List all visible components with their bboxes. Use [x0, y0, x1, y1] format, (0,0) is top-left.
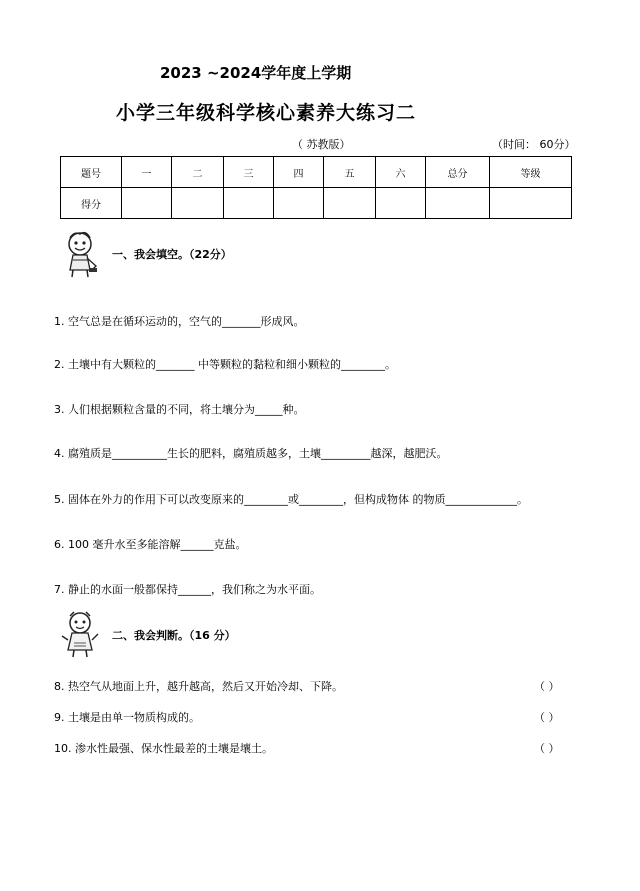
score-entry-cell: [122, 188, 172, 219]
exam-title: 小学三年级科学核心素养大练习二: [116, 102, 417, 124]
score-entry-cell: [426, 188, 490, 219]
edition-label: （ 苏教版）: [292, 138, 351, 151]
table-cell: 得分: [61, 188, 122, 219]
score-entry-cell: [490, 188, 572, 219]
question-1: 1. 空气总是在循环运动的，空气的_______形成风。: [54, 315, 305, 328]
score-entry-cell: [172, 188, 224, 219]
table-cell: 总分: [426, 157, 490, 188]
table-cell: 四: [274, 157, 324, 188]
time-label: （时间： 60分）: [492, 138, 576, 151]
question-9: 9. 土壤是由单一物质构成的。: [54, 711, 200, 724]
question-7: 7. 静止的水面一般都保持______，我们称之为水平面。: [54, 583, 321, 596]
answer-parentheses: （ ）: [534, 742, 560, 755]
table-cell: 二: [172, 157, 224, 188]
table-cell: 一: [122, 157, 172, 188]
section-2-title: 二、我会判断。（16 分）: [112, 629, 236, 642]
table-cell: 五: [324, 157, 376, 188]
question-5: 5. 固体在外力的作用下可以改变原来的________或________，但构成物体 的物质_____________。: [54, 493, 528, 506]
score-entry-cell: [376, 188, 426, 219]
answer-parentheses: （ ）: [534, 680, 560, 693]
score-entry-cell: [224, 188, 274, 219]
section-1-title: 一、我会填空。（22分）: [112, 248, 232, 261]
table-cell: 三: [224, 157, 274, 188]
score-table: [60, 156, 572, 219]
answer-parentheses: （ ）: [534, 711, 560, 724]
score-entry-cell: [274, 188, 324, 219]
score-table-score-row: [61, 188, 572, 219]
question-10: 10. 渗水性最强、保水性最差的土壤是壤土。: [54, 742, 273, 755]
exam-title-year: 2023 ~2024学年度上学期: [160, 64, 352, 82]
score-table-header-row: [61, 157, 572, 188]
cartoon-mascot-icon: [60, 610, 104, 660]
question-2: 2. 土壤中有大颗粒的_______ 中等颗粒的黏粒和细小颗粒的________。: [54, 358, 396, 371]
question-6: 6. 100 毫升水至多能溶解______克盐。: [54, 538, 247, 551]
table-cell: 六: [376, 157, 426, 188]
question-8: 8. 热空气从地面上升，越升越高，然后又开始冷却、下降。: [54, 680, 343, 693]
cartoon-mascot-icon: [60, 230, 104, 280]
question-3: 3. 人们根据颗粒含量的不同，将土壤分为_____种。: [54, 403, 305, 416]
table-cell: 题号: [61, 157, 122, 188]
question-4: 4. 腐殖质是__________生长的肥料，腐殖质越多，土壤_________越深，越肥沃。: [54, 447, 448, 460]
score-entry-cell: [324, 188, 376, 219]
table-cell: 等级: [490, 157, 572, 188]
